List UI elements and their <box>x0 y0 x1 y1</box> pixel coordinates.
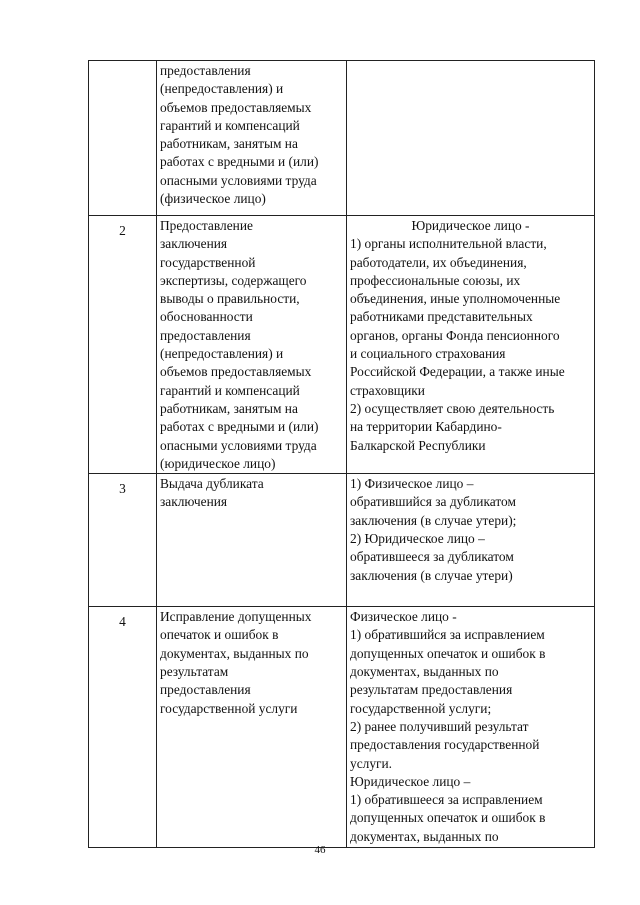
service-name-cell: предоставления (непредоставления) и объемов предоставляемых гарантий и компенсаций работникам, занятым на работах с вредными и (или) опасными условиями труда (физическое лицо) <box>157 61 347 216</box>
applicant-cell <box>347 474 595 607</box>
service-name-cell: Исправление допущенных опечаток и ошибок в документах, выданных по результатам предоставления государственной услуги <box>157 607 347 848</box>
row-number-cell <box>89 61 157 216</box>
applicant-text: Физическое лицо - 1) обратившийся за исправлением допущенных опечаток и ошибок в документах, выданных по результатам предоставления государственной услуги; 2) ранее получивший результат предоставления государственной услуги. Юридическое лицо – 1) обратившееся за исправлением допущенных опечаток и ошибок в документах, выданных по <box>350 609 546 844</box>
row-number-cell: 4 <box>89 607 157 848</box>
applicant-text: 1) органы исполнительной власти, работодатели, их объединения, профессиональные союзы, их объединения, иные уполномоченные работниками представительных органов, органы Фонда пенсионного и социального страхования Российской Федерации, а также иные страховщики 2) осуществляет свою деятельность на территории Кабардино- Балкарской Республики <box>350 236 565 453</box>
applicant-cell <box>347 216 595 474</box>
table-row <box>89 61 595 216</box>
services-table <box>88 60 595 848</box>
table-row <box>89 474 595 607</box>
applicant-cell <box>347 607 595 848</box>
applicant-text: 1) Физическое лицо – обратившийся за дубликатом заключения (в случае утери); 2) Юридическое лицо – обратившееся за дубликатом заключения (в случае утери) <box>350 476 517 583</box>
applicant-cell <box>347 61 595 216</box>
table-row <box>89 216 595 474</box>
row-number-cell: 2 <box>89 216 157 474</box>
applicant-heading: Юридическое лицо - <box>411 218 530 233</box>
service-name-cell: Выдача дубликата заключения <box>157 474 347 607</box>
page-number: 46 <box>314 844 326 856</box>
row-number-cell: 3 <box>89 474 157 607</box>
service-name-cell: Предоставление заключения государственной экспертизы, содержащего выводы о правильности, обоснованности предоставления (непредоставления) и объемов предоставляемых гарантий и компенсаций работникам, занятым на работах с вредными и (или) опасными условиями труда (юридическое лицо) <box>157 216 347 474</box>
table-row <box>89 607 595 848</box>
